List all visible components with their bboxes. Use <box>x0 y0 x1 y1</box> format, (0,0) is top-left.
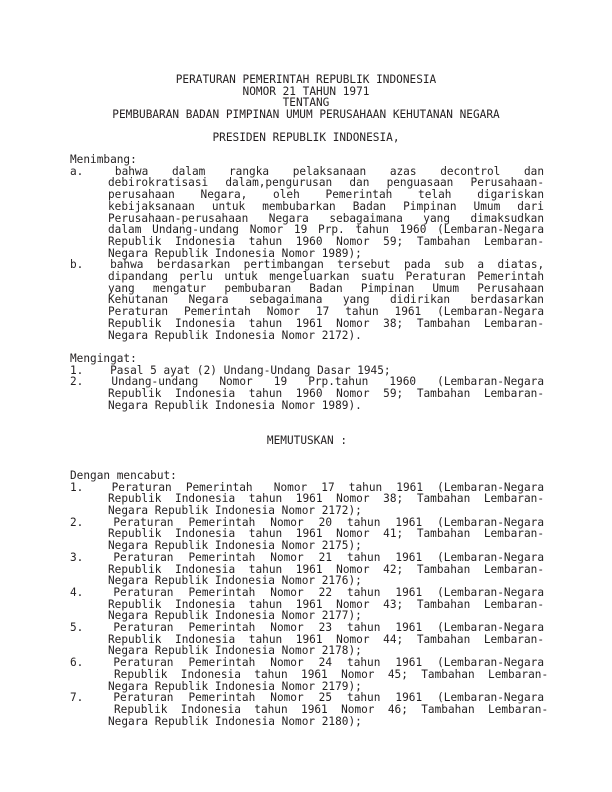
line: Republik Indonesia tahun 1961 Nomor 44; Tambahan Lembaran- <box>108 632 544 646</box>
revoking-section <box>70 468 549 728</box>
line: Negara Republik Indonesia Nomor 2172). <box>108 328 362 342</box>
considering-section <box>70 154 544 341</box>
revoking-item-4 <box>70 587 544 622</box>
line: Republik Indonesia tahun 1961 Nomor 42; Tambahan Lembaran- <box>108 562 544 576</box>
line: dalam Undang-undang Nomor 19 Prp. tahun 1960 (Lembaran-Negara <box>108 223 544 237</box>
title-line-1: PERATURAN PEMERINTAH REPUBLIK INDONESIA <box>175 73 437 86</box>
spacer <box>70 411 544 423</box>
revoking-item-7 <box>70 691 549 728</box>
line: Perusahaan-perusahaan Negara sebagaimana yang dimaksudkan <box>108 211 544 225</box>
considering-label: Menimbang: <box>70 153 137 166</box>
decision-heading: MEMUTUSKAN : <box>266 433 348 447</box>
spacer <box>70 341 544 353</box>
line: yang mengatur pembubaran Badan Pimpinan Umum Perusahaan <box>108 281 544 295</box>
title-line-4: PEMBUBARAN BADAN PIMPINAN UMUM PERUSAHAAN KEHUTANAN NEGARA <box>112 108 500 122</box>
line: 1. Pasal 5 ayat (2) Undang-Undang Dasar 1945; <box>70 363 391 377</box>
revoking-item-2 <box>70 517 544 552</box>
line: Negara Republik Indonesia Nomor 2172); <box>108 504 362 518</box>
revoking-item-3 <box>70 552 544 587</box>
line: Negara Republik Indonesia Nomor 2176); <box>108 574 362 588</box>
line: b. bahwa berdasarkan pertimbangan tersebut pada sub a diatas, <box>70 258 545 272</box>
revoking-label: Dengan mencabut: <box>70 468 177 482</box>
line: Republik Indonesia tahun 1961 Nomor 46; Tambahan Lembaran- <box>114 702 549 716</box>
line: Negara Republik Indonesia Nomor 2178); <box>108 644 362 658</box>
line: 1. Peraturan Pemerintah Nomor 17 tahun 1961 (Lembaran-Negara <box>70 480 544 494</box>
revoking-item-6 <box>70 656 549 693</box>
line: a. bahwa dalam rangka pelaksanaan azas decontrol dan <box>70 164 544 178</box>
line: 3. Peraturan Pemerintah Nomor 21 tahun 1961 (Lembaran-Negara <box>70 550 544 564</box>
recalling-label: Mengingat: <box>70 351 137 365</box>
line: 2. Undang-undang Nomor 19 Prp.tahun 1960 (Lembaran-Negara <box>70 375 544 389</box>
line: dipandang perlu untuk mengeluarkan suatu Peraturan Pemerintah <box>108 270 544 284</box>
spacer <box>70 447 544 459</box>
line: Kehutanan Negara sebagaimana yang didirikan berdasarkan <box>108 293 544 307</box>
authority-line: PRESIDEN REPUBLIK INDONESIA, <box>212 131 400 144</box>
line: Republik Indonesia tahun 1961 Nomor 43; Tambahan Lembaran- <box>108 597 544 611</box>
revoking-item-5 <box>70 622 544 657</box>
document-title-block <box>0 74 612 121</box>
line: Negara Republik Indonesia Nomor 1989); <box>108 246 362 260</box>
authority-block <box>0 132 612 144</box>
line: Peraturan Pemerintah Nomor 17 tahun 1961 (Lembaran-Negara <box>108 305 544 319</box>
line: Negara Republik Indonesia Nomor 2180); <box>108 714 362 728</box>
line: Republik Indonesia tahun 1960 Nomor 59; Tambahan Lembaran- <box>108 387 544 401</box>
line: kebijaksanaan untuk membubarkan Badan Pimpinan Umum dari <box>108 199 544 213</box>
line: 7. Peraturan Pemerintah Nomor 25 tahun 1961 (Lembaran-Negara <box>70 691 544 705</box>
line: Negara Republik Indonesia Nomor 2179); <box>108 679 362 693</box>
line: Republik Indonesia tahun 1961 Nomor 38; Tambahan Lembaran- <box>108 492 544 506</box>
recalling-section <box>70 353 544 412</box>
title-line-3: TENTANG <box>282 96 330 110</box>
line: Negara Republik Indonesia Nomor 1989). <box>108 398 362 412</box>
recalling-item-2 <box>70 376 544 411</box>
line: 4. Peraturan Pemerintah Nomor 22 tahun 1961 (Lembaran-Negara <box>70 585 544 599</box>
considering-item-b <box>70 259 544 341</box>
title-line-2: NOMOR 21 TAHUN 1971 <box>242 84 370 98</box>
revoking-item-1 <box>70 482 544 517</box>
line: perusahaan Negara, oleh Pemerintah telah digariskan <box>108 188 544 202</box>
line: 2. Peraturan Pemerintah Nomor 20 tahun 1961 (Lembaran-Negara <box>70 515 544 529</box>
line: Negara Republik Indonesia Nomor 2175); <box>108 539 362 553</box>
line: 6. Peraturan Pemerintah Nomor 24 tahun 1961 (Lembaran-Negara <box>70 656 544 670</box>
considering-item-a <box>70 166 544 260</box>
line: Republik Indonesia tahun 1960 Nomor 59; Tambahan Lembaran- <box>108 234 544 248</box>
line: Negara Republik Indonesia Nomor 2177); <box>108 609 362 623</box>
line: 5. Peraturan Pemerintah Nomor 23 tahun 1961 (Lembaran-Negara <box>70 621 544 635</box>
line: debirokratisasi dalam,pengurusan dan penguasaan Perusahaan- <box>108 176 544 190</box>
document-body <box>70 153 549 728</box>
line: Republik Indonesia tahun 1961 Nomor 38; Tambahan Lembaran- <box>108 316 544 330</box>
line: Republik Indonesia tahun 1961 Nomor 41; Tambahan Lembaran- <box>108 527 544 541</box>
line: Republik Indonesia tahun 1961 Nomor 45; Tambahan Lembaran- <box>114 667 549 681</box>
